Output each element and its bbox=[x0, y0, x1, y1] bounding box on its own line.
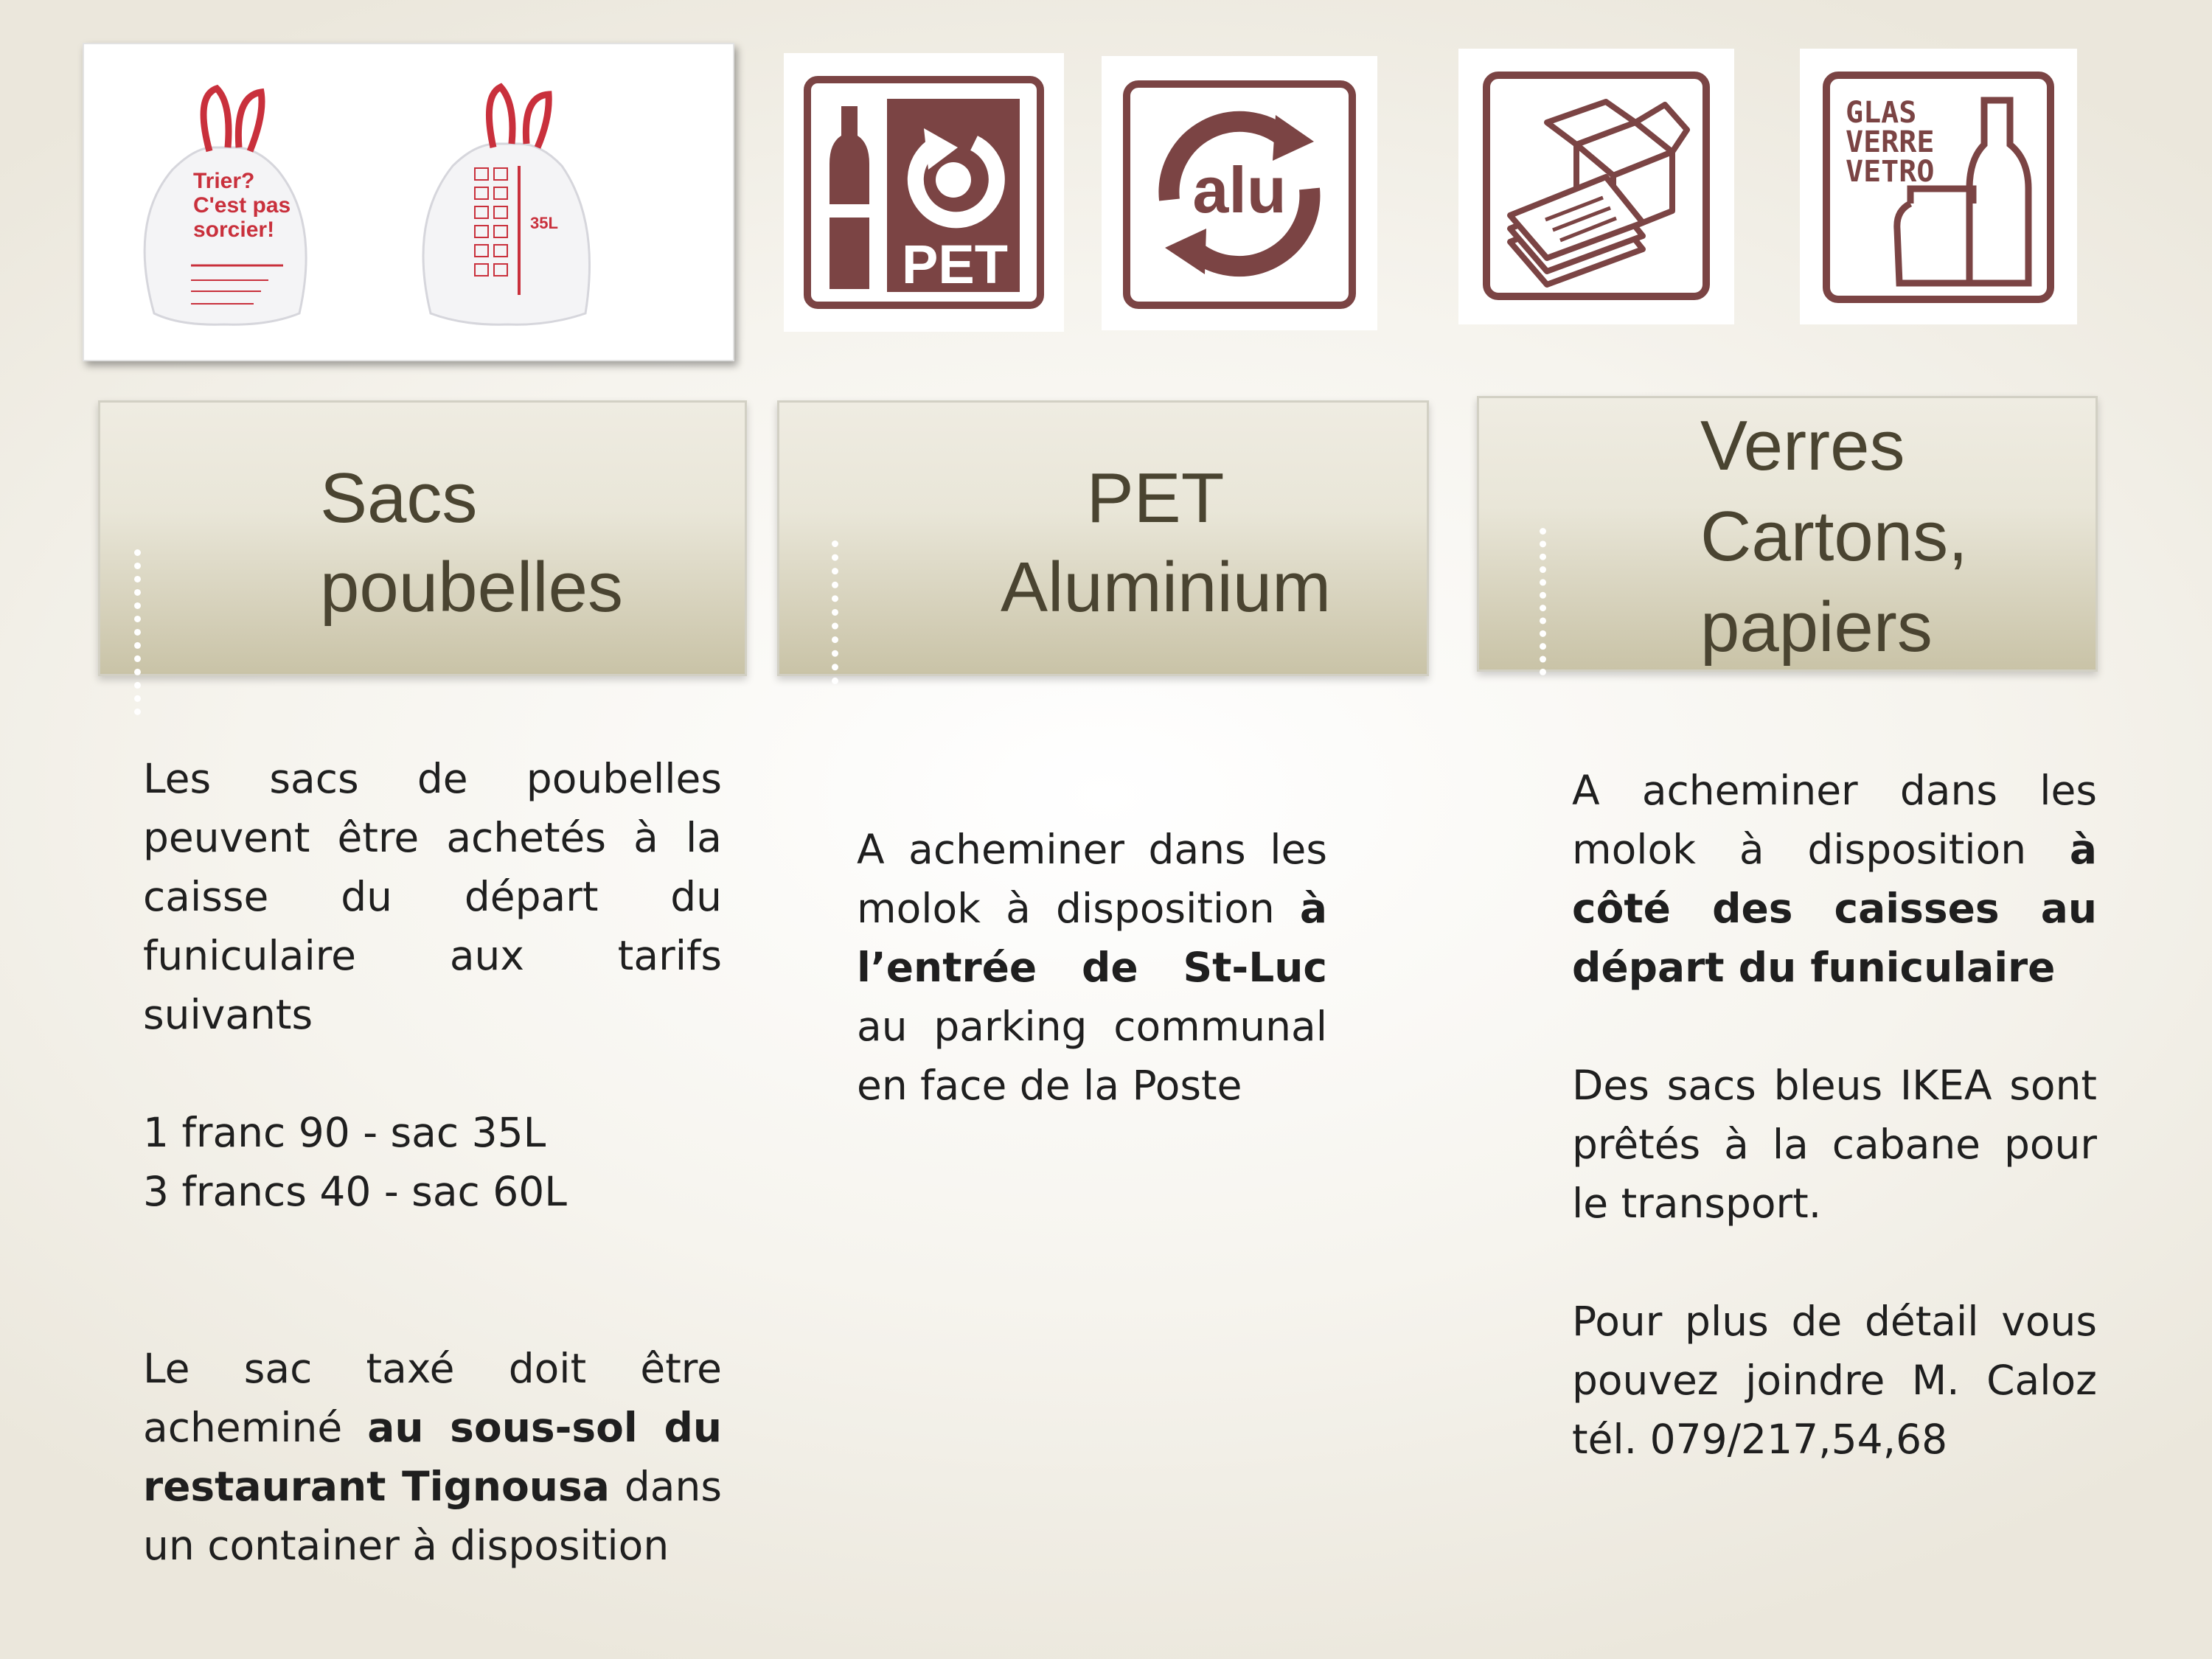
sacs-intro: Les sacs de poubelles peuvent être achetés à la caisse du départ du funiculaire aux tarifs suivants bbox=[143, 755, 722, 1038]
alu-icon-label: alu bbox=[1192, 153, 1287, 226]
verres-delivery-location: à côté des caisses au départ du funiculaire bbox=[1572, 826, 2097, 991]
verres-text-block bbox=[1572, 761, 2097, 1469]
dotted-divider bbox=[1540, 528, 1546, 675]
title-sacs-poubelles: Sacs poubelles bbox=[320, 459, 623, 627]
sacs-text-block bbox=[143, 749, 722, 1575]
taxed-bag-image bbox=[145, 88, 306, 324]
bag-text-line-2: C'est pas bbox=[193, 193, 291, 218]
glass-recycling-icon bbox=[1800, 49, 2077, 324]
sacs-delivery: Le sac taxé doit être acheminé au sous-sol du restaurant Tignousa dans un container à disposition bbox=[143, 1345, 722, 1569]
title-pet-aluminium: PET Aluminium bbox=[1001, 459, 1332, 627]
pet-delivery: A acheminer dans les molok à disposition à l’entrée de St-Luc au parking communal en face de la Poste bbox=[857, 826, 1327, 1109]
title-verres-cartons: Verres Cartons, papiers bbox=[1700, 406, 1968, 667]
bag-35l-image bbox=[423, 87, 590, 324]
sacs-delivery-location: au sous-sol du restaurant Tignousa bbox=[143, 1404, 722, 1510]
pet-recycling-icon bbox=[784, 53, 1064, 332]
pet-icon-label: PET bbox=[902, 234, 1008, 295]
aluminium-recycling-icon bbox=[1102, 56, 1377, 330]
verres-delivery: A acheminer dans les molok à disposition à côté des caisses au départ du funiculaire bbox=[1572, 767, 2097, 991]
dotted-divider bbox=[832, 540, 838, 684]
header-sacs-poubelles bbox=[98, 400, 747, 676]
bag-text-line-1: Trier? bbox=[193, 169, 255, 193]
price-60l: 3 francs 40 - sac 60L bbox=[143, 1168, 567, 1215]
pet-delivery-location: à l’entrée de St-Luc bbox=[857, 885, 1327, 991]
bag-text-line-3: sorcier! bbox=[193, 218, 275, 242]
glass-label-line-1: GLAS bbox=[1846, 96, 1917, 130]
pet-text-block bbox=[857, 820, 1327, 1115]
glass-label-line-3: VETRO bbox=[1846, 155, 1935, 189]
bag-size-label: 35L bbox=[530, 214, 558, 232]
ikea-bags-note: Des sacs bleus IKEA sont prêtés à la cabane pour le transport. bbox=[1572, 1062, 2097, 1227]
cardboard-paper-icon bbox=[1458, 49, 1734, 324]
glass-label-line-2: VERRE bbox=[1846, 125, 1935, 159]
header-verres-cartons bbox=[1477, 396, 2098, 672]
dotted-divider bbox=[134, 549, 141, 715]
price-35l: 1 franc 90 - sac 35L bbox=[143, 1109, 546, 1156]
trash-bags-photo bbox=[83, 43, 734, 361]
contact-info: Pour plus de détail vous pouvez joindre M. Caloz tél. 079/217,54,68 bbox=[1572, 1298, 2097, 1463]
header-pet-aluminium bbox=[777, 400, 1429, 676]
